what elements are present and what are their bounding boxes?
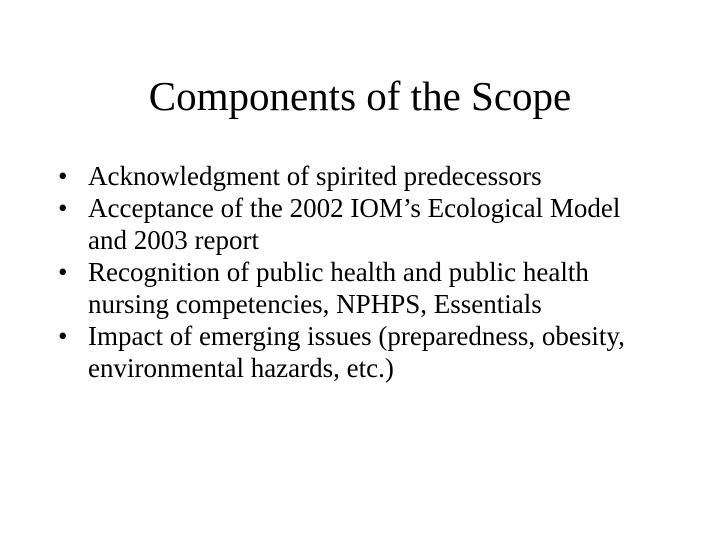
bullet-dot-icon: • xyxy=(58,257,68,287)
bullet-item xyxy=(58,320,658,384)
bullet-text: Impact of emerging issues (preparedness, obesity, environmental hazards, etc.) xyxy=(88,321,625,383)
bullet-dot-icon: • xyxy=(58,321,68,351)
bullet-item xyxy=(58,160,658,192)
bullet-item xyxy=(58,256,658,320)
bullet-text: Acceptance of the 2002 IOM’s Ecological Model and 2003 report xyxy=(88,193,621,255)
bullet-dot-icon: • xyxy=(58,193,68,223)
bullet-dot-icon: • xyxy=(58,161,68,191)
bullet-item xyxy=(58,192,658,256)
bullet-text: Acknowledgment of spirited predecessors xyxy=(88,161,542,191)
bullet-text: Recognition of public health and public health nursing competencies, NPHPS, Essentials xyxy=(88,257,589,319)
slide-title: Components of the Scope xyxy=(148,73,572,119)
bullet-list xyxy=(58,160,658,384)
